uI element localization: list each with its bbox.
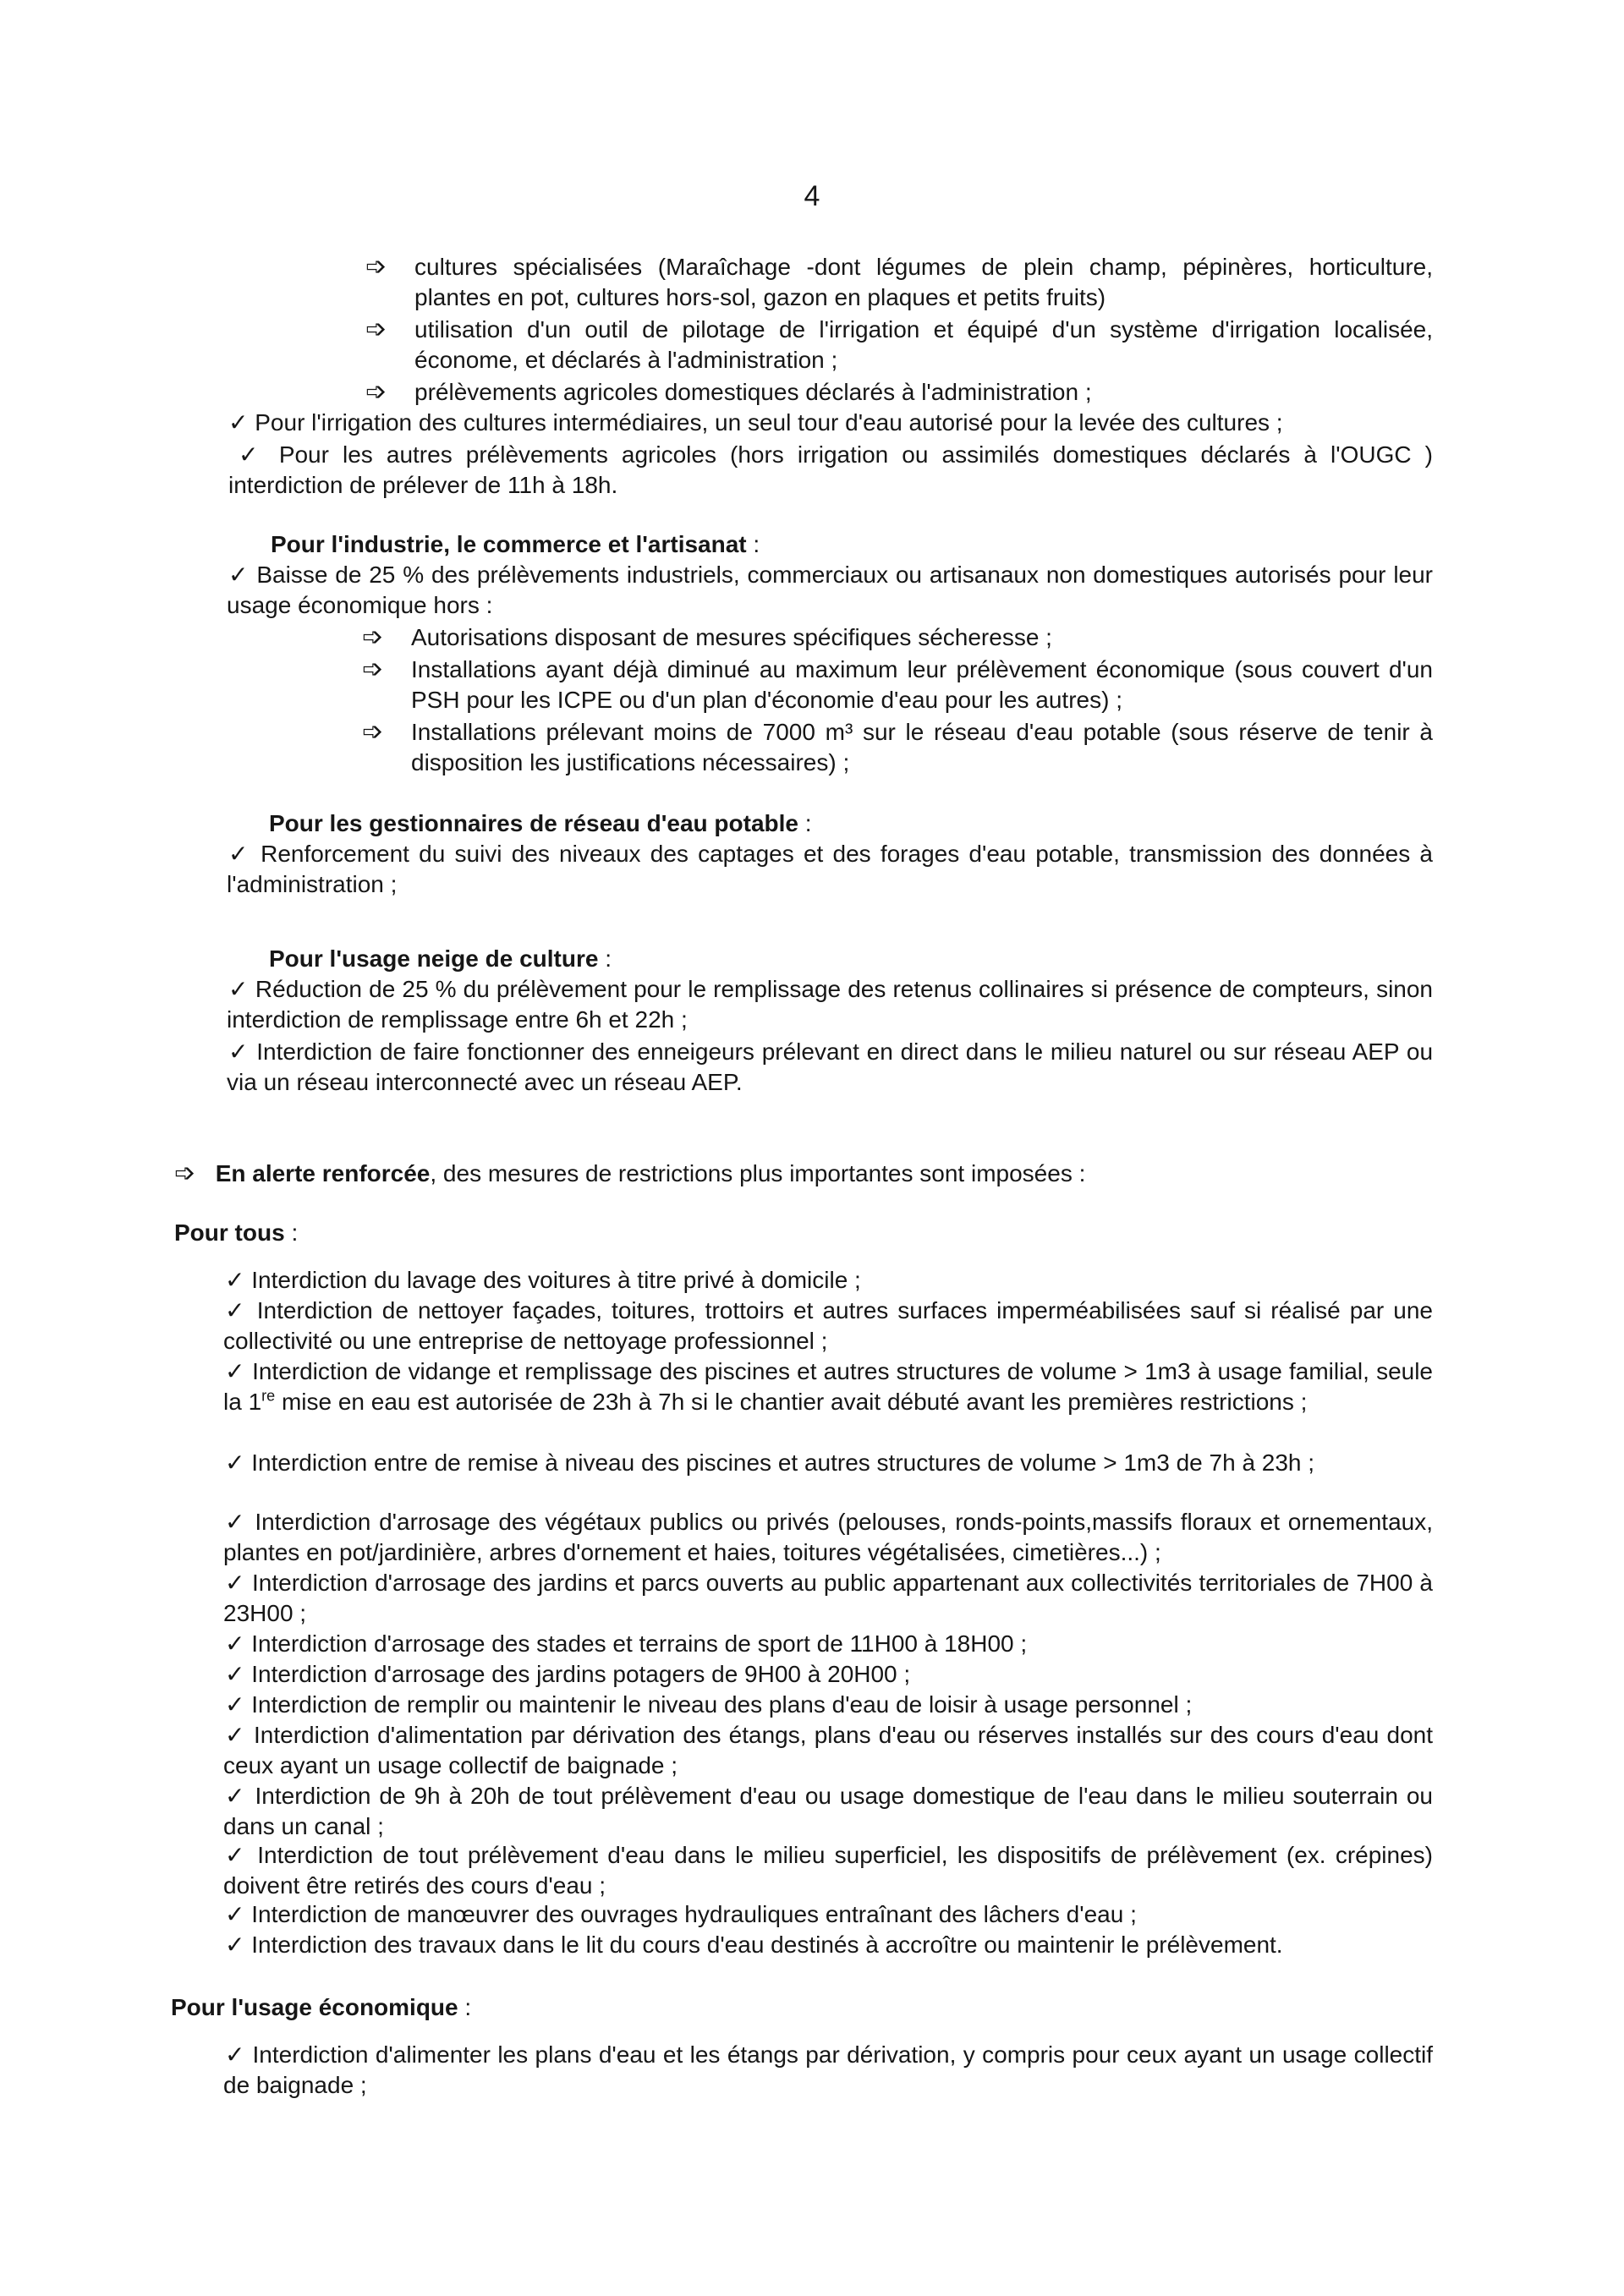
industry-sub-item: ➩ Installations prélevant moins de 7000 m³ sur le réseau d'eau potable (sous réserve de tenir à disposition les justifications nécessaires) ; xyxy=(362,718,1433,775)
check-icon: ✓ xyxy=(225,1932,245,1958)
for-all-item xyxy=(223,1629,1433,1659)
for-all-item xyxy=(223,1720,1433,1781)
hollow-arrow-icon: ➩ xyxy=(365,315,387,343)
check-icon: ✓ xyxy=(225,1842,248,1868)
for-all-item-text: Interdiction d'arrosage des jardins potagers de 9H00 à 20H00 ; xyxy=(251,1661,911,1687)
for-all-item-text: Interdiction d'arrosage des jardins et parcs ouverts au public appartenant aux collectivités territoriales de 7H00 à 23H00 ; xyxy=(223,1570,1433,1626)
for-all-item-text: Interdiction des travaux dans le lit du cours d'eau destinés à accroître ou maintenir le prélèvement. xyxy=(251,1932,1283,1958)
water-network-item: ✓ Renforcement du suivi des niveaux des captages et des forages d'eau potable, transmission des données à l'administration ; xyxy=(227,841,1434,897)
check-icon: ✓ xyxy=(225,1691,245,1718)
hollow-arrow-icon: ➩ xyxy=(174,1159,196,1187)
section-heading-water-network: Pour les gestionnaires de réseau d'eau potable : xyxy=(269,810,812,836)
for-all-item xyxy=(223,1507,1433,1568)
check-icon: ✓ xyxy=(228,562,250,588)
hollow-arrow-icon: ➩ xyxy=(365,378,387,406)
hollow-arrow-icon: ➩ xyxy=(362,655,384,683)
industry-item: ✓ Baisse de 25 % des prélèvements industriels, commerciaux ou artisanaux non domestiques autorisés pour leur usage économique hors : xyxy=(227,562,1434,618)
agri-sub-item: ➩ prélèvements agricoles domestiques déclarés à l'administration ; xyxy=(365,378,1092,406)
snow-item: ✓ Interdiction de faire fonctionner des enneigeurs prélevant en direct dans le milieu naturel ou sur réseau AEP ou via un réseau interconnecté avec un réseau AEP. xyxy=(227,1038,1434,1095)
economic-item: ✓ Interdiction d'alimenter les plans d'eau et les étangs par dérivation, y compris pour ceux ayant un usage collectif de baignade ; xyxy=(223,2041,1434,2098)
for-all-item-text: Interdiction de nettoyer façades, toitures, trottoirs et autres surfaces imperméabilisées sauf si réalisé par une collectivité ou une entreprise de nettoyage professionnel ; xyxy=(223,1297,1434,1354)
check-icon: ✓ xyxy=(225,1630,245,1657)
for-all-item-text: Interdiction d'arrosage des stades et terrains de sport de 11H00 à 18H00 ; xyxy=(251,1630,1028,1657)
hollow-arrow-icon: ➩ xyxy=(362,623,384,651)
check-icon: ✓ xyxy=(225,1570,245,1596)
check-icon: ✓ xyxy=(225,2041,246,2068)
alert-heading: ➩ En alerte renforcée, des mesures de restrictions plus importantes sont imposées : xyxy=(174,1159,1086,1187)
for-all-item-text: Interdiction de vidange et remplissage des piscines et autres structures de volume > 1m3 à usage familial, seule la 1re mise en eau est autorisée de 23h à 7h si le chantier avait débuté avant les premières restrictions ; xyxy=(223,1358,1434,1415)
check-icon: ✓ xyxy=(225,1901,245,1927)
check-icon: ✓ xyxy=(225,1783,247,1809)
section-heading-snow: Pour l'usage neige de culture : xyxy=(269,945,612,972)
agri-item: ✓ Pour l'irrigation des cultures intermédiaires, un seul tour d'eau autorisé pour la levée des cultures ; xyxy=(228,409,1283,436)
for-all-item xyxy=(223,1840,1433,1901)
check-icon: ✓ xyxy=(228,409,249,436)
for-all-item-text: Interdiction de manœuvrer des ouvrages hydrauliques entraînant des lâchers d'eau ; xyxy=(251,1901,1137,1927)
for-all-item xyxy=(223,1899,1433,1930)
for-all-item xyxy=(223,1448,1433,1478)
check-icon: ✓ xyxy=(225,1449,245,1476)
for-all-item-text: Interdiction de 9h à 20h de tout prélèvement d'eau ou usage domestique de l'eau dans le milieu souterrain ou dans un canal ; xyxy=(223,1783,1433,1839)
agri-sub-item: ➩ cultures spécialisées (Maraîchage -dont légumes de plein champ, pépinères, horticulture, plantes en pot, cultures hors-sol, gazon en plaques et petits fruits) xyxy=(365,253,1433,310)
for-all-item xyxy=(223,1690,1433,1720)
for-all-item xyxy=(223,1296,1433,1356)
for-all-item-text: Interdiction d'arrosage des végétaux publics ou privés (pelouses, ronds-points,massifs floraux et ornementaux, plantes en pot/jardinière, arbres d'ornement et haies, toitures végétalisées, cimetières...) ; xyxy=(223,1509,1434,1565)
page-number: 4 xyxy=(804,180,820,212)
check-icon: ✓ xyxy=(228,841,251,867)
snow-item: ✓ Réduction de 25 % du prélèvement pour le remplissage des retenus collinaires si présence de compteurs, sinon interdiction de remplissage entre 6h et 22h ; xyxy=(227,976,1434,1033)
industry-sub-item: ➩ Installations ayant déjà diminué au maximum leur prélèvement économique (sous couvert d'un PSH pour les ICPE ou d'un plan d'économie d'eau pour les autres) ; xyxy=(362,655,1433,713)
check-icon: ✓ xyxy=(239,441,266,468)
agri-sub-item: ➩ utilisation d'un outil de pilotage de l'irrigation et équipé d'un système d'irrigation localisée, économe, et déclarés à l'administration ; xyxy=(365,315,1433,373)
for-all-item-text: Interdiction d'alimentation par dérivation des étangs, plans d'eau ou réserves installés sur des cours d'eau dont ceux ayant un usage collectif de baignade ; xyxy=(223,1722,1433,1778)
check-icon: ✓ xyxy=(225,1358,245,1384)
hollow-arrow-icon: ➩ xyxy=(365,253,387,281)
for-all-item xyxy=(223,1930,1433,1960)
for-all-item xyxy=(223,1265,1433,1296)
check-icon: ✓ xyxy=(228,1038,250,1065)
check-icon: ✓ xyxy=(225,1267,245,1293)
industry-sub-item: ➩ Autorisations disposant de mesures spécifiques sécheresse ; xyxy=(362,623,1052,651)
check-icon: ✓ xyxy=(228,976,249,1002)
for-all-item xyxy=(223,1568,1433,1629)
check-icon: ✓ xyxy=(225,1661,245,1687)
hollow-arrow-icon: ➩ xyxy=(362,718,384,746)
for-all-item-text: Interdiction de remplir ou maintenir le niveau des plans d'eau de loisir à usage personnel ; xyxy=(251,1691,1193,1718)
for-all-item xyxy=(223,1659,1433,1690)
section-heading-for-all: Pour tous : xyxy=(174,1219,299,1246)
agri-item: ✓ Pour les autres prélèvements agricoles (hors irrigation ou assimilés domestiques déclarés à l'OUGC ) interdiction de prélever de 11h à 18h. xyxy=(228,441,1433,498)
for-all-item-text: Interdiction de tout prélèvement d'eau dans le milieu superficiel, les dispositifs de prélèvement (ex. crépines) doivent être retirés des cours d'eau ; xyxy=(223,1842,1433,1899)
check-icon: ✓ xyxy=(225,1297,248,1323)
for-all-item-text: Interdiction du lavage des voitures à titre privé à domicile ; xyxy=(251,1267,861,1293)
check-icon: ✓ xyxy=(225,1722,246,1748)
check-icon: ✓ xyxy=(225,1509,247,1535)
for-all-item xyxy=(223,1781,1433,1842)
for-all-item-text: Interdiction entre de remise à niveau des piscines et autres structures de volume > 1m3 de 7h à 23h ; xyxy=(251,1449,1315,1476)
for-all-item xyxy=(223,1356,1433,1417)
section-heading-industry: Pour l'industrie, le commerce et l'artisanat : xyxy=(271,531,760,557)
section-heading-economic: Pour l'usage économique : xyxy=(171,1994,472,2020)
